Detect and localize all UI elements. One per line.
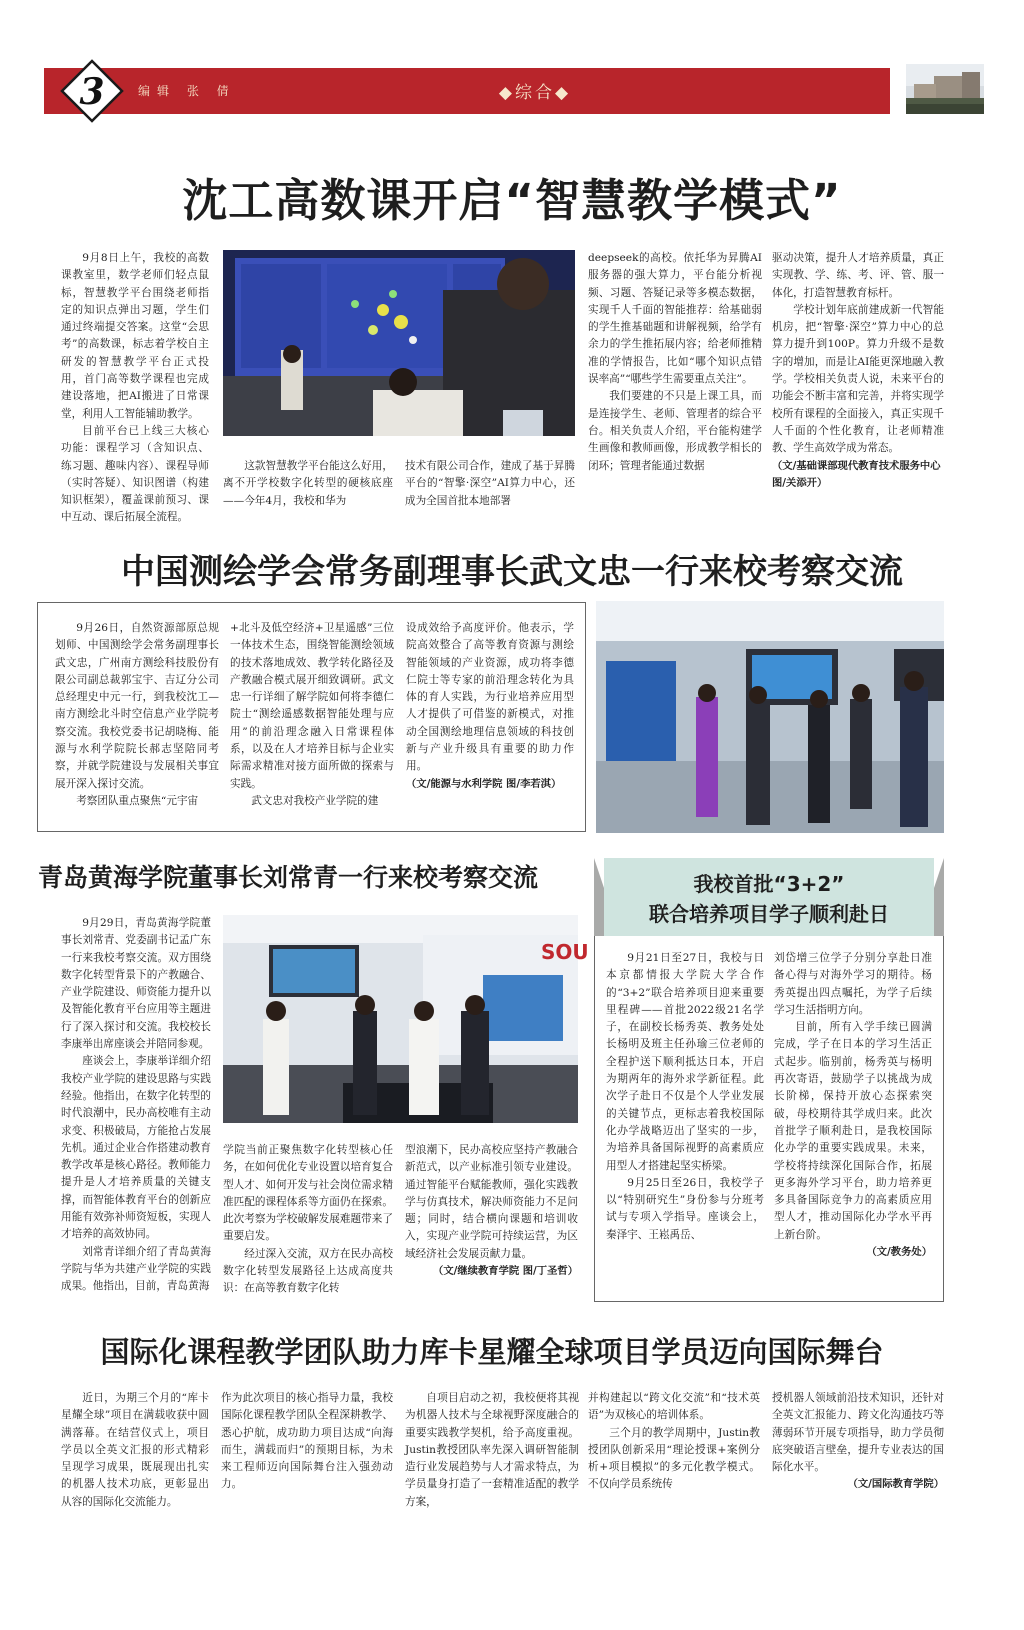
article3-column-1: 9月29日，青岛黄海学院董事长刘常青、党委副书记孟广东一行来我校考察交流。双方围绕数字化转型背景下的产教融合、产业学院建设、师资能力提升以及智能化教育平台应用等主题进行了深入探讨和交流。我校校长李康举出席座谈会并陪同参观。 座谈会上，李康举详细介绍我校产业学院的建设思路与实践经验。他指出，在数字化转型的时代浪潮中，民办高校唯有主动求变、积极破局，方能抢占发展先机。通过企业合作搭建动教育教学改革是核心路径。教师能力提升是人才培养质量的关键支撑，而智能体教育平台的创新应用能有效弥补师资短板，实现人才培养的高效协同。 刘常青详细介绍了青岛黄海学院与华为共建产业学院的实践成果。他指出，目前，青岛黄海	[61, 917, 211, 1293]
article1-column-2: 这款智慧教学平台能这么好用，离不开学校数字化转型的硬核底座——今年4月，我校和华为	[223, 460, 393, 507]
article1-column-1: 9月8日上午，我校的高数课教室里，数学老师们轻点鼠标，智慧教学平台围绕老师指定的知识点弹出习题，学生们通过终端提交答案。这堂“会思考”的高数课，标志着学校自主研发的智慧教学平台正式投用，首门高等数学课程也完成建设落地，把AI搬进了日常课堂，利用人工智能辅助教学。 目前平台已上线三大核心功能：课程学习（含知识点、练习题、趣味内容）、课程导师（实时答疑）、知识图谱（构建知识框架），覆盖课前预习、课中互动、课后拓展全流程。	[61, 252, 209, 524]
huanghai-visit-photo	[223, 915, 589, 1123]
article1-title: 沈工高数课开启“智慧教学模式”	[182, 174, 842, 227]
section-title: ◆综合◆	[498, 83, 572, 103]
article2-column-1: 9月26日，自然资源部原总规划师、中国测绘学会常务副理事长武文忠，广州南方测绘科技股份有限公司副总裁郭宝宇、吉辽分公司总经理史中元一行，到我校沈工—南方测绘北斗时空信息产业学院考察交流。我校党委书记胡晓梅、能源与水利学院院长郝志坚陪同考察，并就学院建设与发展相关事宜展开深入探讨交流。 考察团队重点聚焦“元宇宙	[55, 622, 219, 807]
article1-column-4: deepseek的高校。依托华为昇腾AI服务器的强大算力，平台能分析视频、习题、答疑记录等多模态数据，实现千人千面的智能推荐：给基础弱的学生推基础题和讲解视频，给学有余力的学生推拓展内容；给老师推精准的学情报告，比如“哪个知识点错误率高”“哪些学生需要重点关注”。 我们要建的不只是上课工具，而是连接学生、老师、管理者的综合平台。相关负责人介绍，平台能构建学生画像和教师画像，形成教学相长的闭环；管理者能通过数据	[588, 252, 762, 472]
article2-column-2: +北斗及低空经济+卫星遥感”三位一体技术生态，围绕智能测绘领域的技术落地成效、教学转化路径及产教融合模式展开细致调研。武文忠一行详细了解学院如何将李德仁院士“测绘遥感数据智能处理与应用”的前沿理念融入日常课程体系，以及在人才培养目标与企业实际需求精准对接方面所做的探索与实践。 武文忠对我校产业学院的建	[230, 622, 394, 807]
smart-classroom-photo	[223, 250, 575, 436]
article4-credit: （文/教务处）	[866, 1246, 932, 1259]
article2-title: 中国测绘学会常务副理事长武文忠一行来校考察交流	[121, 552, 903, 592]
article2-column-3: 设成效给予高度评价。他表示，学院高效整合了高等教育资源与测绘智能领域的产业资源，成功将李德仁院士等专家的前沿理念转化为具体的育人实践，为行业培养应用型人才提供了可借鉴的新模式，对推动全国测绘地理信息领域的科技创新与产业升级具有重要的助力作用。 （文/能源与水利学院 图/李若淇）	[406, 620, 574, 820]
article1-column-3: 技术有限公司合作，建成了基于昇腾平台的“智擎·深空”AI算力中心，还成为全国首批本地部署	[405, 460, 575, 507]
article3-title: 青岛黄海学院董事长刘常青一行来校考察交流	[38, 863, 539, 892]
article2-credit: （文/能源与水利学院 图/李若淇）	[406, 777, 562, 790]
article4-title-line1: 我校首批“3+2”	[693, 872, 845, 896]
svg-text:SOU: SOU	[541, 940, 589, 964]
article1-column-5: 驱动决策，提升人才培养质量，真正实现教、学、练、考、评、管、服一体化，打造智慧教育标杆。 学校计划年底前建成新一代智能机房，把“智擎·深空”算力中心的总算力提升到100P。算力升级不是数字的增加，而是让AI能更深地融入教学。学校相关负责人说，未来平台的功能会不断丰富和完善，并将实现学校所有课程的全面接入，真正实现千人千面的个性化教育，让老师精准教、学生高效学成为常态。 （文/基础课部现代教育技术服务中心图/关添开）	[772, 250, 944, 518]
article5-column-4: 并构建起以“跨文化交流”和“技术英语”为双核心的培训体系。 三个月的教学周期中，Justin教授团队创新采用“理论授课+案例分析+项目模拟”的多元化教学模式。不仅向学员系统传	[588, 1392, 760, 1491]
editor-name: 编辑 张 倩	[138, 84, 236, 98]
page-number-badge	[61, 60, 123, 122]
article5-credit: （文/国际教育学院）	[847, 1478, 944, 1491]
article5-column-3: 自项目启动之初，我校便将其视为机器人技术与全球视野深度融合的重要实践教学契机，给予高度重视。Justin教授团队率先深入调研智能制造行业发展趋势与人才需求特点，为学员量身打造了一套精准适配的教学方案，	[405, 1392, 579, 1508]
article5-column-1: 近日，为期三个月的“库卡星耀全球”项目在满载收获中圆满落幕。在结营仪式上，项目学员以全英文汇报的形式精彩呈现学习成果，既展现出扎实的机器人技术功底，更彰显出从容的国际化交流能力。	[61, 1392, 209, 1508]
article3-column-2: 学院当前正聚焦数字化转型核心任务，在如何优化专业设置以培育复合型人才、如何开发与社会岗位需求精准匹配的课程体系等方面仍在探索。此次考察为学校破解发展难题带来了重要启发。 经过深入交流，双方在民办高校数字化转型发展路径上达成高度共识：在高等教育数字化转	[223, 1144, 393, 1295]
surveying-visit-photo	[596, 601, 944, 833]
page-number: 3	[79, 71, 105, 113]
article3-credit: （文/继续教育学院 图/丁圣哲）	[433, 1265, 578, 1278]
article4-column-2: 刘岱增三位学子分别分享赴日准备心得与对海外学习的期待。杨秀英提出四点嘱托，为学子后续学习生活指明方向。 目前，所有入学手续已圆满完成，学子在日本的学习生活正式起步。临别前，杨秀英与杨明再次寄语，鼓励学子以挑战为成长阶梯，保持开放心态探索突破，母校期待其学成归来。此次首批学子顺利赴日，是我校国际化办学的重要实践成果。未来，学校将持续深化国际合作，拓展更多海外学习平台，助力培养更多具备国际竞争力的高素质应用型人才，推动国际化办学水平再上新台阶。 （文/教务处）	[774, 950, 932, 1290]
article1-credit: （文/基础课部现代教育技术服务中心图/关添开）	[772, 459, 941, 489]
article4-title-line2: 联合培养项目学子顺利赴日	[649, 902, 889, 926]
article4-column-1: 9月21日至27日，我校与日本京都情报大学院大学合作的“3+2”联合培养项目迎来重要里程碑——首批2022级21名学子，在副校长杨秀英、教务处处长杨明及班主任孙瑜三位老师的全程护送下顺利抵达日本，开启为期两年的海外求学新征程。此次学子赴日不仅是个人学业发展的关键节点，更标志着我校国际化办学战略迈出了坚实的一步，为培养具备国际视野的高素质应用型人才搭建起坚实桥梁。 9月25日至26日，我校学子以“特别研究生”身份参与分班考试与专项入学指导。座谈会上，秦泽宇、王崧禹岳、	[606, 952, 764, 1241]
campus-thumbnail-image	[906, 64, 984, 114]
article5-title: 国际化课程教学团队助力库卡星耀全球项目学员迈向国际舞台	[100, 1335, 884, 1369]
article5-column-2: 作为此次项目的核心指导力量，我校国际化课程教学团队全程深耕教学、悉心护航，成功助力项目达成“向海而生，满载而归”的预期目标，为未来工程师迈向国际舞台注入强劲动力。	[221, 1392, 393, 1491]
article5-column-5: 授机器人领域前沿技术知识，还针对全英文汇报能力、跨文化沟通技巧等薄弱环节开展专项指导，助力学员彻底突破语言壁垒，提升专业表达的国际化水平。 （文/国际教育学院）	[772, 1390, 944, 1520]
article3-column-3: 型浪潮下，民办高校应坚持产教融合新范式，以产业标准引领专业建设。通过智能平台赋能教师，强化实践教学与仿真技术，解决师资能力不足问题；同时，结合横向课题和培训收入，实现产业学院可持续运营，为区域经济社会发展贡献力量。 （文/继续教育学院 图/丁圣哲）	[405, 1142, 578, 1302]
